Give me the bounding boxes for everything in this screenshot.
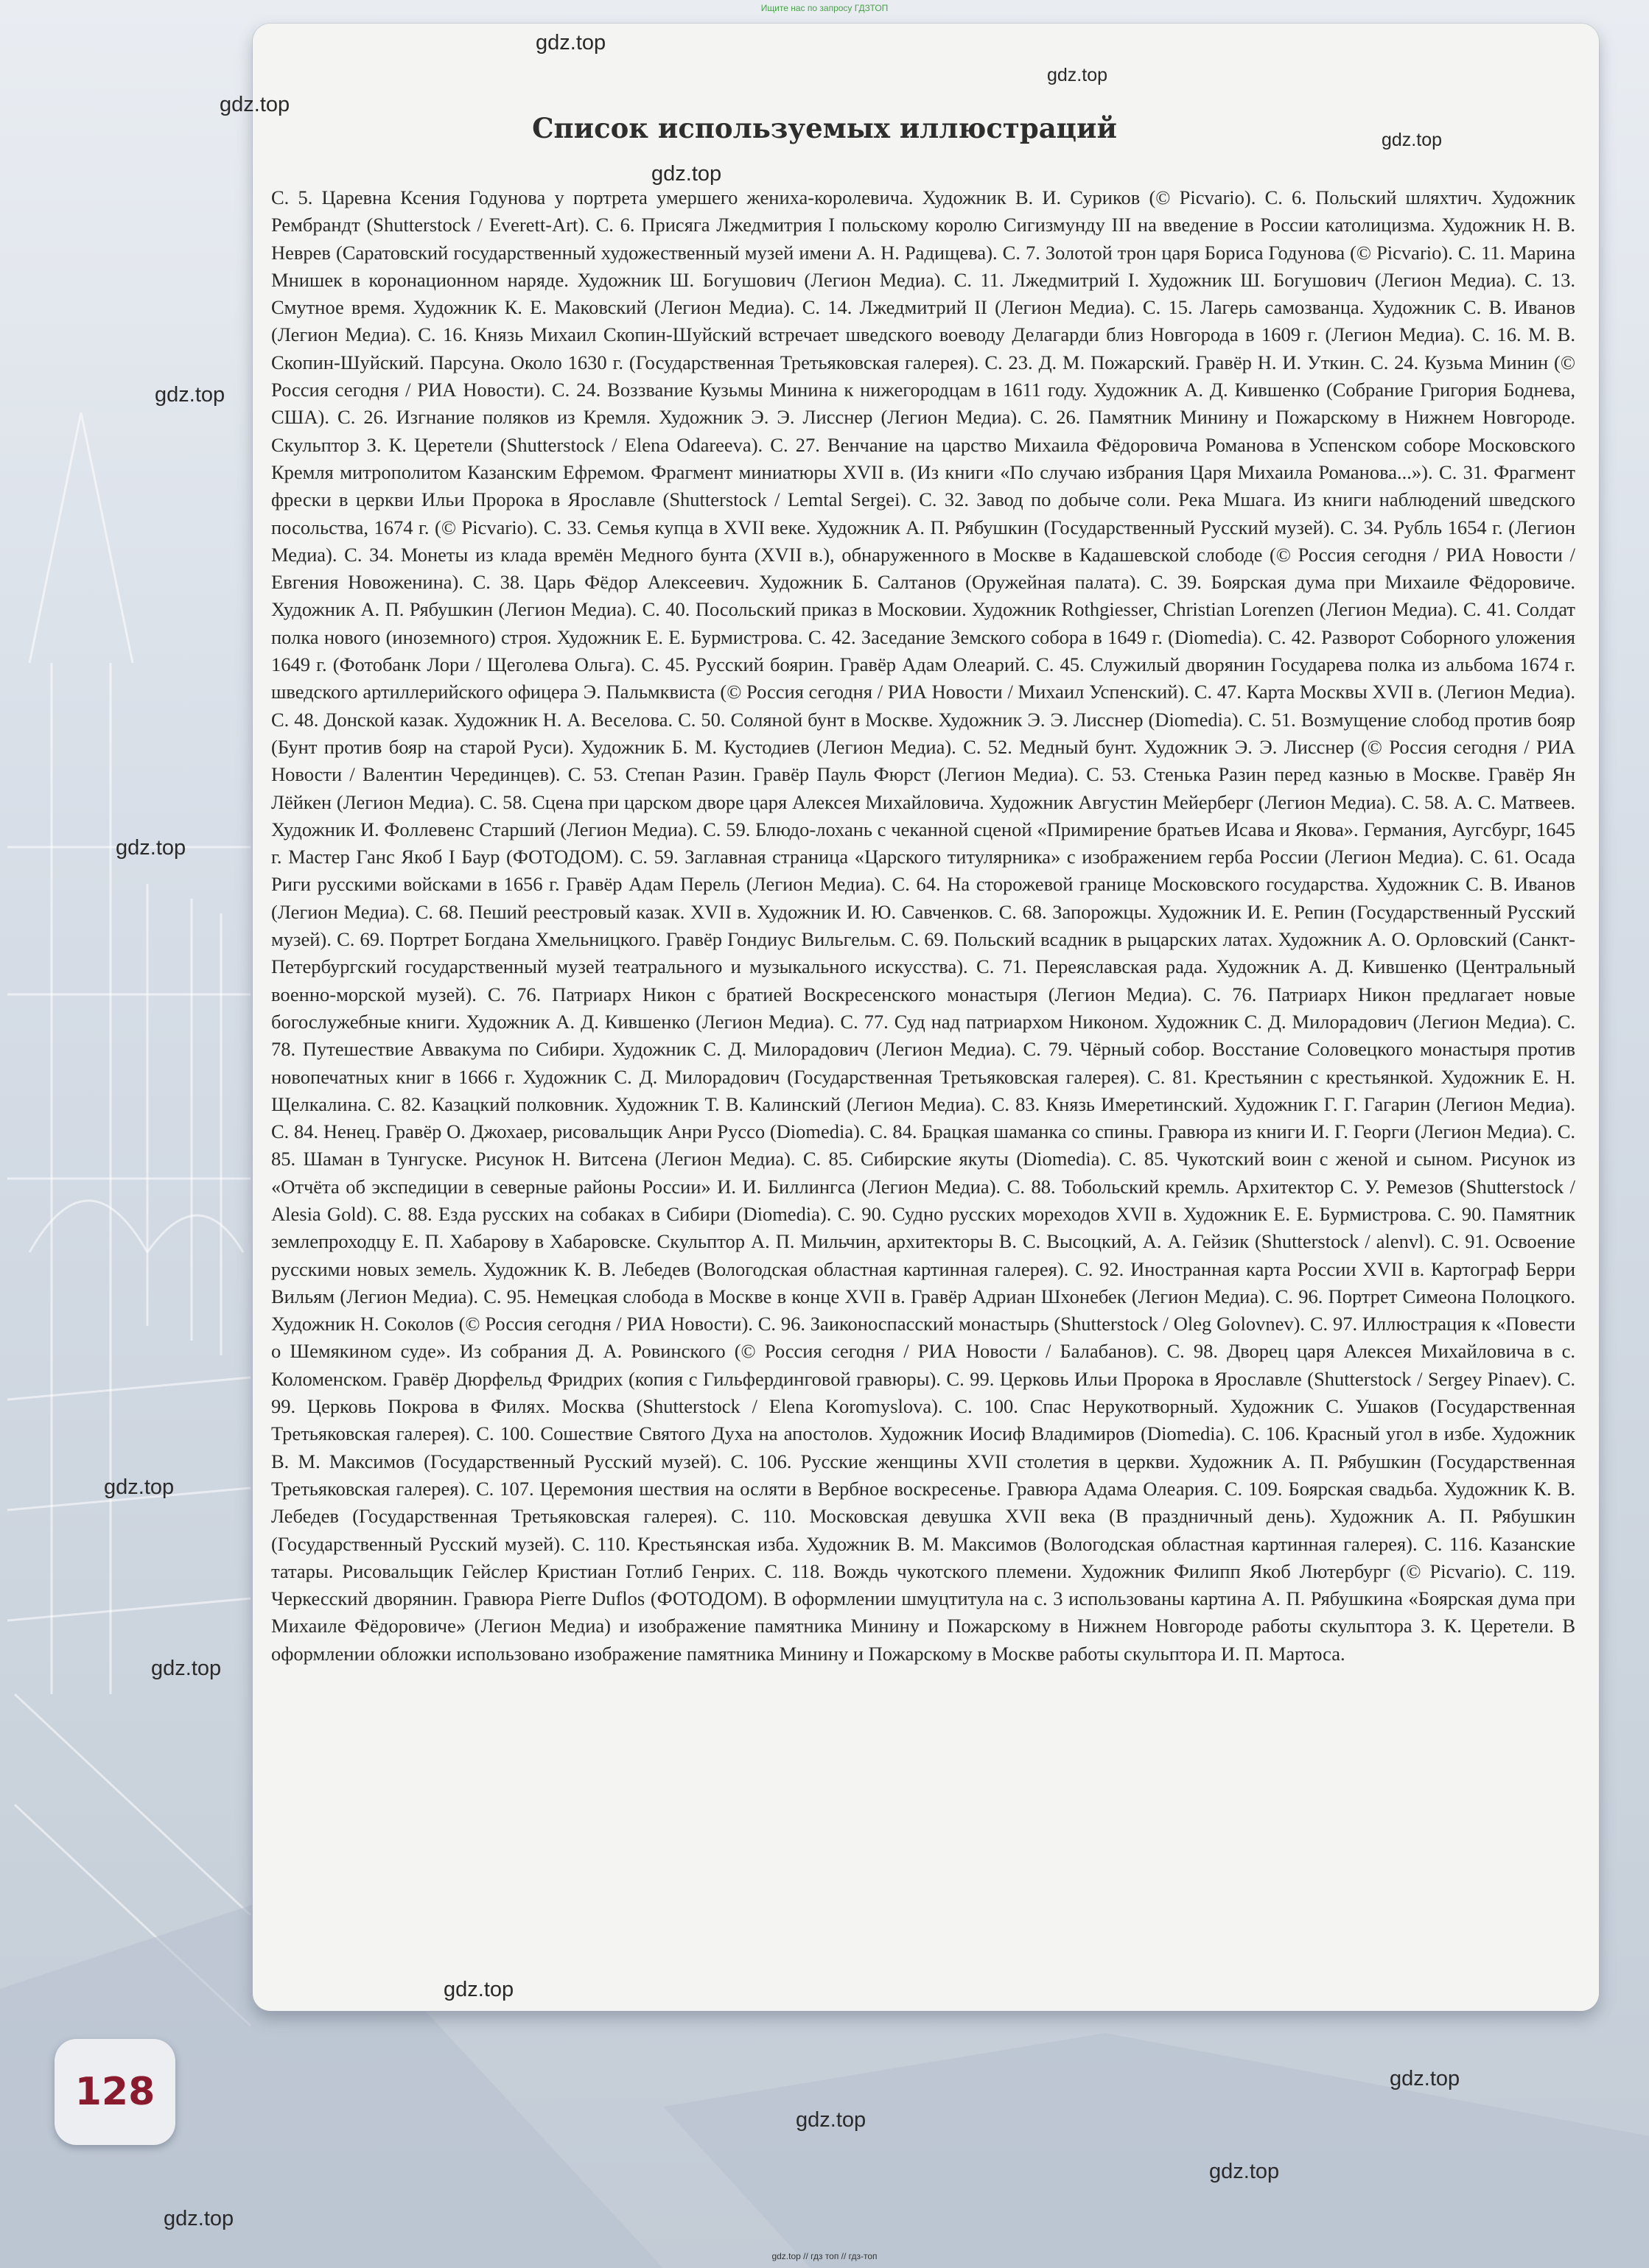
- watermark: gdz.top: [536, 31, 606, 55]
- watermark: gdz.top: [1382, 130, 1443, 150]
- page-title: Список используемых иллюстраций: [532, 112, 1117, 144]
- watermark: gdz.top: [164, 2207, 234, 2230]
- watermark: gdz.top: [651, 162, 722, 186]
- illustration-credits-text: С. 5. Царевна Ксения Годунова у портрета умершего жениха-королевича. Художник В. И. Суриков (© Picvario). С. 6. Польский шляхтич. Художник Рембрандт (Shutterstock / Everett-Art). С. 6. Присяга Лжедмитрия I польскому королю Сигизмунду III на введение в России католицизма. Художник Н. В. Неврев (Саратовский государственный художественный музей имени А. Н. Радищева). С. 7. Золотой трон царя Бориса Годунова (© Picvario). С. 11. Марина Мнишек в коронационном наряде. Художник Ш. Богушович (Легион Медиа). С. 11. Лжедмитрий I. Художник Ш. Богушович (Легион Медиа). С. 13. Смутное время. Художник К. Е. Маковский (Легион Медиа). С. 14. Лжедмитрий II (Легион Медиа). С. 15. Лагерь самозванца. Художник С. В. Иванов (Легион Медиа). С. 16. Князь Михаил Скопин-Шуйский встречает шведского воеводу Делагарди близ Новгорода в 1609 г. (Легион Медиа). С. 16. М. В. Скопин-Шуйский. Парсуна. Около 1630 г. (Государственная Третьяковская галерея). С. 23. Д. М. Пожарский. Гравёр Н. И. Уткин. С. 24. Кузьма Минин (© Россия сегодня / РИА Новости). С. 24. Воззвание Кузьмы Минина к нижегородцам в 1611 году. Художник А. Д. Кившенко (Собрание Григория Боднева, США). С. 26. Изгнание поляков из Кремля. Художник Э. Э. Лисснер (Легион Медиа). С. 26. Памятник Минину и Пожарскому в Нижнем Новгороде. Скульптор З. К. Церетели (Shutterstock / Elena Odareeva). С. 27. Венчание на царство Михаила Фёдоровича Романова в Успенском соборе Московского Кремля митрополитом Казанским Ефремом. Фрагмент миниатюры XVII в. (Из книги «По случаю избрания Царя Михаила Романова...»). С. 31. Фрагмент фрески в церкви Ильи Пророка в Ярославле (Shutterstock / Lemtal Sergei). С. 32. Завод по добыче соли. Река Мшага. Из книги наблюдений шведского посольства, 1674 г. (© Picvario). С. 33. Семья купца в XVII веке. Художник А. П. Рябушкин (Государственный Русский музей). С. 34. Рубль 1654 г. (Легион Медиа). С. 34. Монеты из клада времён Медного бунта (XVII в.), обнаруженного в Москве в Кадашевской слободе (© Россия сегодня / РИА Новости / Евгения Новоженина). С. 38. Царь Фёдор Алексеевич. Художник Б. Салтанов (Оружейная палата). С. 39. Боярская дума при Михаиле Фёдоровиче. Художник А. П. Рябушкин (Легион Медиа). С. 40. Посольский приказ в Московии. Художник Rothgiesser, Christian Lorenzen (Легион Медиа). С. 41. Солдат полка нового (иноземного) строя. Художник Е. Е. Бурмистрова. С. 42. Заседание Земского собора в 1649 г. (Diomedia). С. 42. Разворот Соборного уложения 1649 г. (Фотобанк Лори / Щеголева Ольга). С. 45. Русский боярин. Гравёр Адам Олеарий. С. 45. Служилый дворянин Государева полка из альбома 1674 г. шведского артиллерийского офицера Э. Пальмквиста (© Россия сегодня / РИА Новости / Михаил Успенский). С. 47. Карта Москвы XVII в. (Легион Медиа). С. 48. Донской казак. Художник Н. А. Веселова. С. 50. Соляной бунт в Москве. Художник Э. Э. Лисснер (Diomedia). С. 51. Возмущение слобод против бояр (Бунт против бояр на старой Руси). Художник Б. М. Кустодиев (Легион Медиа). С. 52. Медный бунт. Художник Э. Э. Лисснер (© Россия сегодня / РИА Новости / Валентин Черединцев). С. 53. Степан Разин. Гравёр Пауль Фюрст (Легион Медиа). С. 53. Стенька Разин перед казнью в Москве. Гравёр Ян Лёйкен (Легион Медиа). С. 58. Сцена при царском дворе царя Алексея Михайловича. Художник Августин Мейерберг (Легион Медиа). С. 58. А. С. Матвеев. Художник И. Фоллевенс Старший (Легион Медиа). С. 59. Блюдо-лохань с чеканной сценой «Примирение братьев Исава и Якова». Германия, Аугсбург, 1645 г. Мастер Ганс Якоб I Баур (ФОТОДОМ). С. 59. Заглавная страница «Царского титулярника» с изображением герба России (Легион Медиа). С. 61. Осада Риги русскими войсками в 1656 г. Гравёр Адам Перель (Легион Медиа). С. 64. На сторожевой границе Московского государства. Художник С. В. Иванов (Легион Медиа). С. 68. Пеший реестровый казак. XVII в. Художник И. Ю. Савченков. С. 68. Запорожцы. Художник И. Е. Репин (Государственный Русский музей). С. 69. Портрет Богдана Хмельницкого. Гравёр Гондиус Вильгельм. С. 69. Польский всадник в рыцарских латах. Художник А. О. Орловский (Санкт-Петербургский государственный музей театрального и музыкального искусства). С. 71. Переяславская рада. Художник А. Д. Кившенко (Центральный военно-морской музей). С. 76. Патриарх Никон с братией Воскресенского монастыря (Легион Медиа). С. 76. Патриарх Никон предлагает новые богослужебные книги. Художник А. Д. Кившенко (Легион Медиа). С. 77. Суд над патриархом Никоном. Художник С. Д. Милорадович (Легион Медиа). С. 78. Путешествие Аввакума по Сибири. Художник С. Д. Милорадович (Легион Медиа). С. 79. Чёрный собор. Восстание Соловецкого монастыря против новопечатных книг в 1666 г. Художник С. Д. Милорадович (Государственная Третьяковская галерея). С. 81. Крестьянин с крестьянкой. Художник Е. Н. Щелкалина. С. 82. Казацкий полковник. Художник Т. В. Калинский (Легион Медиа). С. 83. Князь Имеретинский. Художник Г. Г. Гагарин (Легион Медиа). С. 84. Ненец. Гравёр О. Джохаер, рисовальщик Анри Руссо (Diomedia). С. 84. Брацкая шаманка со спины. Гравюра из книги И. Г. Георги (Легион Медиа). С. 85. Шаман в Тунгуске. Рисунок Н. Витсена (Легион Медиа). С. 85. Сибирские якуты (Diomedia). С. 85. Чукотский воин с женой и сыном. Рисунок из «Отчёта об экспедиции в северные районы России» И. И. Биллингса (Легион Медиа). С. 88. Тобольский кремль. Архитектор С. У. Ремезов (Shutterstock / Alesia Gold). С. 88. Езда русских на собаках в Сибири (Diomedia). С. 90. Судно русских мореходов XVII в. Художник Е. Е. Бурмистрова. С. 90. Памятник землепроходцу Е. П. Хабарову в Хабаровске. Скульптор А. П. Мильчин, архитекторы В. С. Высоцкий, А. А. Гейзик (Shutterstock / alenvl). С. 91. Освоение русскими новых земель. Художник К. В. Лебедев (Вологодская областная картинная галерея). С. 92. Иностранная карта России XVII в. Картограф Берри Вильям (Легион Медиа). С. 95. Немецкая слобода в Москве в конце XVII в. Гравёр Адриан Шхонебек (Легион Медиа). С. 96. Портрет Симеона Полоцкого. Художник Н. Соколов (© Россия сегодня / РИА Новости). С. 96. Заиконоспасский монастырь (Shutterstock / Oleg Golovnev). С. 97. Иллюстрация к «Повести о Шемякином суде». Из собрания Д. А. Ровинского (© Россия сегодня / РИА Новости / Балабанов). С. 98. Дворец царя Алексея Михайловича в с. Коломенском. Гравёр Дюрфельд Фридрих (копия с Гильфердинговой гравюры). С. 99. Церковь Ильи Пророка в Ярославле (Shutterstock / Sergey Pinaev). С. 99. Церковь Покрова в Филях. Москва (Shutterstock / Elena Koromyslova). С. 100. Спас Нерукотворный. Художник С. Ушаков (Государственная Третьяковская галерея). С. 100. Сошествие Святого Духа на апостолов. Художник Иосиф Владимиров (Diomedia). С. 106. Красный угол в избе. Художник В. М. Максимов (Государственный Русский музей). С. 106. Русские женщины XVII столетия в церкви. Художник А. П. Рябушкин (Государственная Третьяковская галерея). С. 107. Церемония шествия на осляти в Вербное воскресенье. Гравюра Адама Олеария. С. 109. Боярская свадьба. Художник К. В. Лебедев (Государственная Третьяковская галерея). С. 110. Московская девушка XVII века (В праздничный день). Художник А. П. Рябушкин (Государственный Русский музей). С. 110. Крестьянская изба. Художник В. М. Максимов (Вологодская областная картинная галерея). С. 116. Казанские татары. Рисовальщик Гейслер Кристиан Готлиб Генрих. С. 118. Вождь чукотского племени. Художник Филипп Якоб Лютербург (© Picvario). С. 119. Черкесский дворянин. Гравюра Pierre Duflos (ФОТОДОМ). В оформлении шмуцтитула на с. 3 использованы картина А. П. Рябушкина «Боярская дума при Михаиле Фёдоровиче» (Легион Медиа) и изображение памятника Минину и Пожарскому в Нижнем Новгороде работы скульптора З. К. Церетели. В оформлении обложки использовано изображение памятника Минину и Пожарскому в Москве работы скульптора И. П. Мартоса.: [271, 186, 1575, 1665]
- watermark: gdz.top: [444, 1978, 514, 2001]
- watermark: gdz.top: [220, 93, 290, 116]
- watermark: gdz.top: [1209, 2160, 1280, 2183]
- watermark: gdz.top: [796, 2108, 866, 2132]
- bottom-note: gdz.top // гдз топ // гдз-топ: [771, 2251, 878, 2261]
- watermark: gdz.top: [104, 1475, 175, 1499]
- top-search-note: Ищите нас по запросу ГДЗТОП: [760, 3, 889, 13]
- watermark: gdz.top: [151, 1657, 222, 1680]
- watermark: gdz.top: [1390, 2067, 1460, 2090]
- page-number: 128: [74, 2070, 155, 2114]
- watermark: gdz.top: [1047, 65, 1108, 85]
- page-number-badge: [55, 2039, 175, 2145]
- watermark: gdz.top: [155, 383, 225, 407]
- watermark: gdz.top: [116, 836, 186, 860]
